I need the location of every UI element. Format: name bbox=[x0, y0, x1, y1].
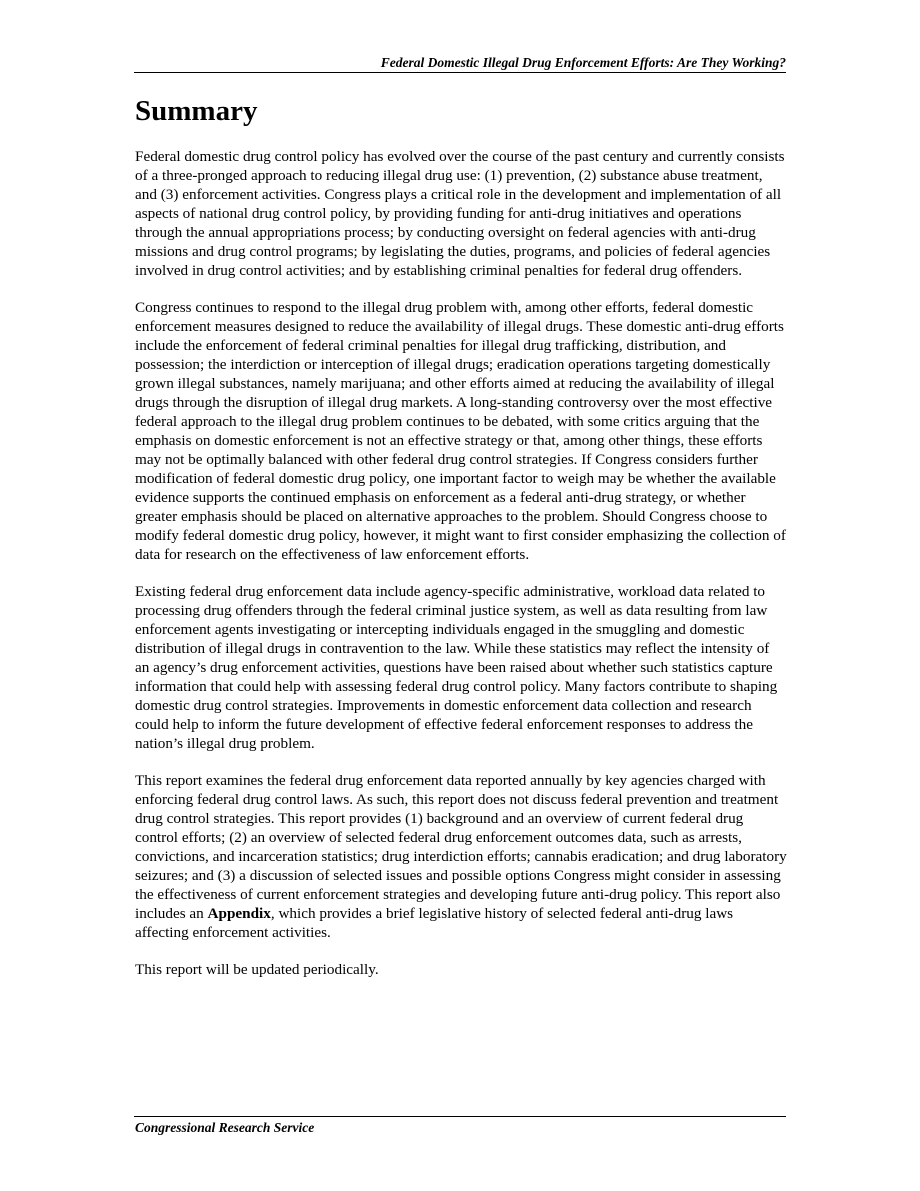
footer-organization: Congressional Research Service bbox=[135, 1120, 315, 1135]
closing-note: This report will be updated periodically. bbox=[135, 961, 379, 978]
footer-rule bbox=[134, 1116, 786, 1117]
header-rule bbox=[134, 72, 786, 73]
summary-body bbox=[135, 147, 787, 997]
paragraph-4-text: This report examines the federal drug enforcement data reported annually by key agencies charged with enforcing federal drug control laws. As such, this report does not discuss federal prevention and treatment drug control strategies. This report provides (1) background and an overview of current federal drug control efforts; (2) an overview of selected federal drug enforcement outcomes data, such as arrests, convictions, and incarceration statistics; drug interdiction efforts; cannabis eradication; and drug laboratory seizures; and (3) a discussion of selected issues and possible options Congress might consider in assessing the effectiveness of current enforcement strategies and developing future anti-drug policy. This report also includes an bbox=[135, 772, 787, 922]
paragraph-4 bbox=[135, 771, 787, 942]
paragraph-2: Congress continues to respond to the illegal drug problem with, among other efforts, federal domestic enforcement measures designed to reduce the availability of illegal drugs. These domestic anti-drug efforts include the enforcement of federal criminal penalties for illegal drug trafficking, distribution, and possession; the interdiction or interception of illegal drugs; eradication operations targeting domestically grown illegal substances, namely marijuana; and other efforts aimed at reducing the availability of illegal drugs through the disruption of illegal drug markets. A long-standing controversy over the most effective federal approach to the illegal drug problem continues to be debated, with some critics arguing that the emphasis on domestic enforcement is not an effective strategy or that, among other things, these efforts may not be optimally balanced with other federal drug control strategies. If Congress considers further modification of federal domestic drug policy, one important factor to weigh may be whether the available evidence supports the continued emphasis on enforcement as a federal anti-drug strategy, or whether greater emphasis should be placed on alternative approaches to the problem. Should Congress choose to modify federal domestic drug policy, however, it might want to first consider emphasizing the collection of data for research on the effectiveness of law enforcement efforts. bbox=[135, 299, 786, 563]
section-title: Summary bbox=[135, 95, 258, 127]
running-header: Federal Domestic Illegal Drug Enforcement Efforts: Are They Working? bbox=[380, 55, 786, 70]
paragraph-4-tail: , which provides a brief legislative history of selected federal anti-drug laws affecting enforcement activities. bbox=[135, 905, 734, 941]
paragraph-1: Federal domestic drug control policy has evolved over the course of the past century and currently consists of a three-pronged approach to reducing illegal drug use: (1) prevention, (2) substance abuse treatment, and (3) enforcement activities. Congress plays a critical role in the development and implementation of all aspects of national drug control policy, by providing funding for anti-drug initiatives and operations through the annual appropriations process; by conducting oversight on federal agencies with anti-drug missions and drug control programs; by legislating the duties, programs, and policies of federal agencies involved in drug control activities; and by establishing criminal penalties for federal drug offenders. bbox=[135, 148, 785, 279]
paragraph-3: Existing federal drug enforcement data include agency-specific administrative, workload data related to processing drug offenders through the federal criminal justice system, as well as data resulting from law enforcement agents investigating or intercepting individuals engaged in the smuggling and domestic distribution of illegal drugs in contravention to the law. While these statistics may reflect the intensity of an agency’s drug enforcement activities, questions have been raised about whether such statistics capture information that could help with assessing federal drug control policy. Many factors contribute to shaping domestic drug control strategies. Improvements in domestic enforcement data collection and research could help to inform the future development of effective federal enforcement responses to address the nation’s illegal drug problem. bbox=[135, 583, 778, 752]
appendix-reference: Appendix bbox=[207, 905, 271, 922]
